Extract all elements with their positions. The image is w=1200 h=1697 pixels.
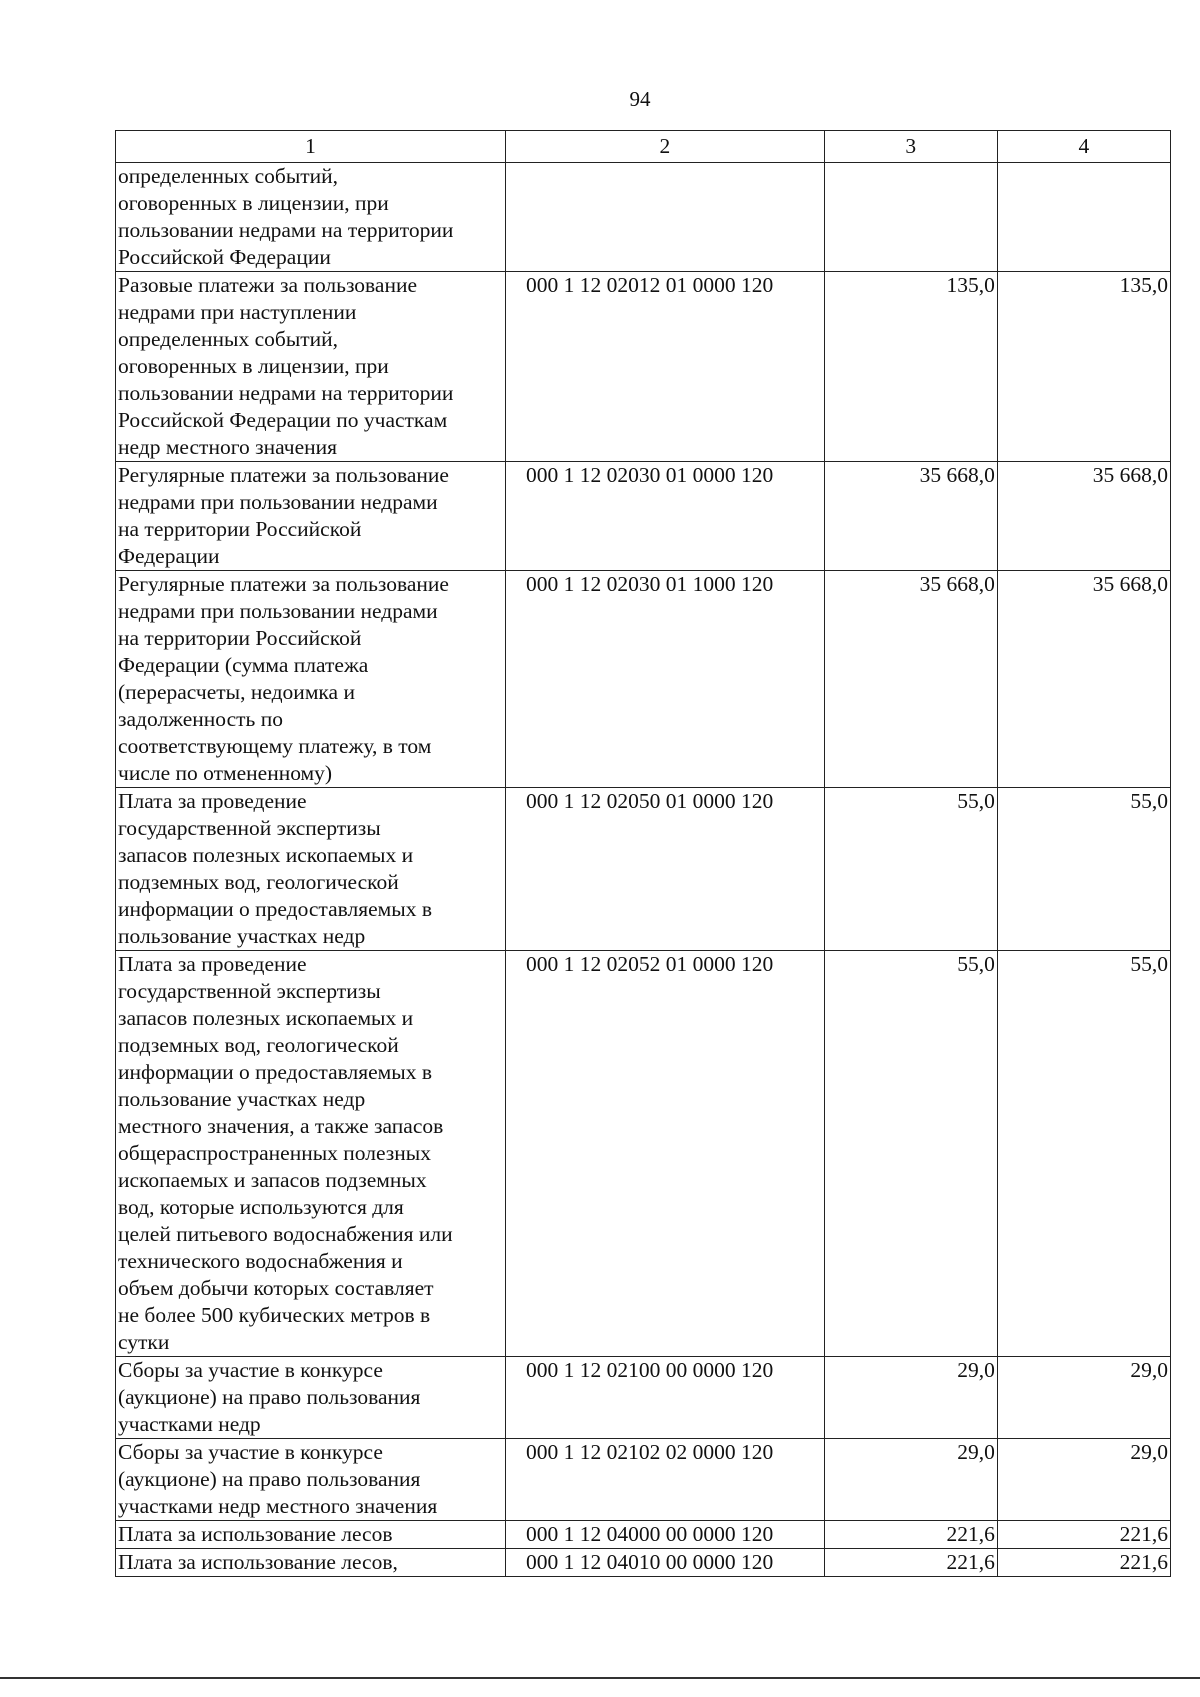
page-bottom-rule bbox=[0, 1677, 1200, 1679]
row-value-col4: 55,0 bbox=[997, 951, 1170, 1357]
table-row bbox=[116, 571, 1171, 788]
row-code: 000 1 12 02102 02 0000 120 bbox=[506, 1439, 825, 1521]
row-value-col3: 55,0 bbox=[824, 951, 997, 1357]
row-name: Регулярные платежи за пользование недрами при пользовании недрами на территории Российской Федерации (сумма платежа (перерасчеты, недоимка и задолженность по соответствующему платежу, в том числе по отмененному) bbox=[116, 571, 506, 788]
row-code: 000 1 12 02050 01 0000 120 bbox=[506, 788, 825, 951]
row-value-col3: 221,6 bbox=[824, 1549, 997, 1577]
row-code: 000 1 12 02030 01 1000 120 bbox=[506, 571, 825, 788]
row-code bbox=[506, 163, 825, 272]
header-col-4: 4 bbox=[997, 131, 1170, 163]
row-value-col3: 221,6 bbox=[824, 1521, 997, 1549]
row-value-col3: 35 668,0 bbox=[824, 571, 997, 788]
row-value-col3: 135,0 bbox=[824, 272, 997, 462]
row-value-col4: 29,0 bbox=[997, 1439, 1170, 1521]
row-value-col4: 135,0 bbox=[997, 272, 1170, 462]
row-code: 000 1 12 02100 00 0000 120 bbox=[506, 1357, 825, 1439]
row-name: Плата за использование лесов, bbox=[116, 1549, 506, 1577]
row-value-col4: 221,6 bbox=[997, 1521, 1170, 1549]
row-name: Плата за использование лесов bbox=[116, 1521, 506, 1549]
page-number: 94 bbox=[629, 87, 651, 111]
table-row bbox=[116, 788, 1171, 951]
row-value-col4: 35 668,0 bbox=[997, 462, 1170, 571]
row-name: Плата за проведение государственной экспертизы запасов полезных ископаемых и подземных вод, геологической информации о предоставляемых в пользование участках недр местного значения, а также запасов общераспространенных полезных ископаемых и запасов подземных вод, которые используются для целей питьевого водоснабжения или технического водоснабжения и объем добычи которых составляет не более 500 кубических метров в сутки bbox=[116, 951, 506, 1357]
table-header-row bbox=[116, 131, 1171, 163]
row-value-col3: 55,0 bbox=[824, 788, 997, 951]
table-row bbox=[116, 1549, 1171, 1577]
row-name: Разовые платежи за пользование недрами при наступлении определенных событий, оговоренных в лицензии, при пользовании недрами на территории Российской Федерации по участкам недр местного значения bbox=[116, 272, 506, 462]
table-row bbox=[116, 1521, 1171, 1549]
row-name: Плата за проведение государственной экспертизы запасов полезных ископаемых и подземных вод, геологической информации о предоставляемых в пользование участках недр bbox=[116, 788, 506, 951]
row-code: 000 1 12 04010 00 0000 120 bbox=[506, 1549, 825, 1577]
table-row bbox=[116, 462, 1171, 571]
row-value-col3: 29,0 bbox=[824, 1357, 997, 1439]
row-code: 000 1 12 02012 01 0000 120 bbox=[506, 272, 825, 462]
table-row bbox=[116, 163, 1171, 272]
table-row bbox=[116, 951, 1171, 1357]
row-value-col4: 29,0 bbox=[997, 1357, 1170, 1439]
row-name: Сборы за участие в конкурсе (аукционе) на право пользования участками недр bbox=[116, 1357, 506, 1439]
row-code: 000 1 12 04000 00 0000 120 bbox=[506, 1521, 825, 1549]
header-col-3: 3 bbox=[824, 131, 997, 163]
row-name: определенных событий, оговоренных в лицензии, при пользовании недрами на территории Российской Федерации bbox=[116, 163, 506, 272]
table-row bbox=[116, 1439, 1171, 1521]
header-col-2: 2 bbox=[506, 131, 825, 163]
row-code: 000 1 12 02030 01 0000 120 bbox=[506, 462, 825, 571]
row-value-col4: 221,6 bbox=[997, 1549, 1170, 1577]
row-value-col3: 35 668,0 bbox=[824, 462, 997, 571]
row-code: 000 1 12 02052 01 0000 120 bbox=[506, 951, 825, 1357]
header-col-1: 1 bbox=[116, 131, 506, 163]
budget-table bbox=[115, 130, 1171, 1577]
row-value-col4: 55,0 bbox=[997, 788, 1170, 951]
row-name: Сборы за участие в конкурсе (аукционе) на право пользования участками недр местного значения bbox=[116, 1439, 506, 1521]
row-value-col4: 35 668,0 bbox=[997, 571, 1170, 788]
row-value-col4 bbox=[997, 163, 1170, 272]
row-value-col3 bbox=[824, 163, 997, 272]
row-name: Регулярные платежи за пользование недрами при пользовании недрами на территории Российской Федерации bbox=[116, 462, 506, 571]
row-value-col3: 29,0 bbox=[824, 1439, 997, 1521]
table-row bbox=[116, 272, 1171, 462]
table-row bbox=[116, 1357, 1171, 1439]
